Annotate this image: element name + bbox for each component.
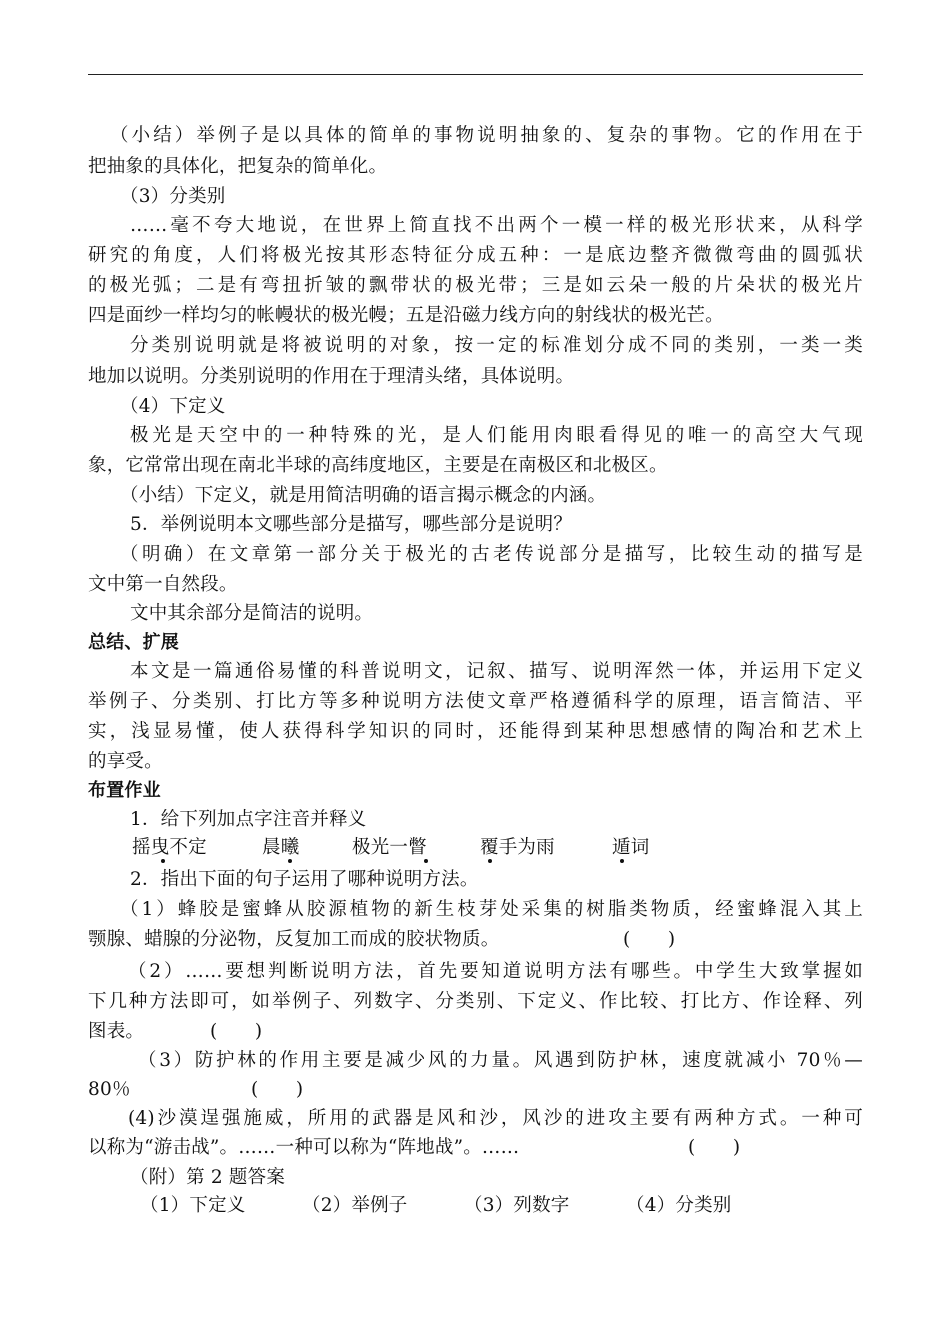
exercise-4-line2 bbox=[88, 1134, 863, 1162]
exercise-2-line2: 下几种方法即可，如举例子、列数字、分类别、下定义、作比较、打比方、作诠释、列 bbox=[88, 991, 863, 1012]
exercise-3-text: 80％ bbox=[88, 1079, 131, 1100]
exercise-3-line2 bbox=[88, 1076, 863, 1104]
exercise-4-line1: (4)沙漠逞强施威，所用的武器是风和沙，风沙的进攻主要有两种方式。一种可 bbox=[128, 1108, 863, 1129]
exercise-1-line1: （1）蜂胶是蜜蜂从胶源植物的新生枝芽处采集的树脂类物质，经蜜蜂混入其上 bbox=[120, 899, 863, 920]
heading-summary: 总结、扩展 bbox=[88, 632, 179, 653]
emphasis-dot bbox=[161, 859, 165, 863]
subheading-classification: （3）分类别 bbox=[120, 186, 226, 207]
aurora-quote-line4: 四是面纱一样均匀的帐幔状的极光幔；五是沿磁力线方向的射线状的极光芒。 bbox=[88, 305, 724, 326]
answer-2: （2）举例子 bbox=[302, 1195, 408, 1216]
emphasis-dot bbox=[620, 859, 624, 863]
emphasis-dot bbox=[488, 859, 492, 863]
header-rule bbox=[88, 74, 863, 75]
answer-5-line3: 文中其余部分是简洁的说明。 bbox=[130, 603, 374, 624]
definition-line2: 象，它常常出现在南北半球的高纬度地区，主要是在南极区和北极区。 bbox=[88, 455, 668, 476]
exercise-3-line1: （3）防护林的作用主要是减少风的力量。风遇到防护林，速度就减小 70％— bbox=[138, 1050, 863, 1071]
exercise-2-line1: （2）……要想判断说明方法，首先要知道说明方法有哪些。中学生大致掌握如 bbox=[128, 961, 863, 982]
homework-2: 2．指出下面的句子运用了哪种说明方法。 bbox=[130, 869, 479, 890]
aurora-quote-line2: 研究的角度，人们将极光按其形态特征分成五种：一是底边整齐微微弯曲的圆弧状 bbox=[88, 245, 863, 266]
subheading-definition: （4）下定义 bbox=[120, 396, 226, 417]
answer-5-line2: 文中第一自然段。 bbox=[88, 574, 238, 595]
word-1: 摇曳不定 bbox=[132, 834, 207, 862]
summary-line3: 实，浅显易懂，使人获得科学知识的同时，还能得到某种思想感情的陶冶和艺术上 bbox=[88, 721, 863, 742]
dotted-words-row bbox=[0, 834, 950, 868]
word-3: 极光一瞥 bbox=[352, 834, 427, 862]
summary-example-line1: （小结）举例子是以具体的简单的事物说明抽象的、复杂的事物。它的作用在于 bbox=[110, 125, 863, 146]
summary-line1: 本文是一篇通俗易懂的科普说明文，记叙、描写、说明浑然一体，并运用下定义 bbox=[130, 661, 863, 682]
aurora-quote-line3: 的极光弧；二是有弯扭折皱的飘带状的极光带；三是如云朵一般的片朵状的极光片 bbox=[88, 275, 863, 296]
exercise-2-text: 图表。 bbox=[88, 1021, 145, 1042]
answer-3: （3）列数字 bbox=[464, 1195, 570, 1216]
summary-example-line2: 把抽象的具体化，把复杂的简单化。 bbox=[88, 156, 388, 177]
answer-blank: ( ) bbox=[688, 1137, 741, 1158]
exercise-2-line3 bbox=[88, 1018, 863, 1046]
answer-blank: ( ) bbox=[251, 1079, 304, 1100]
definition-summary: （小结）下定义，就是用简洁明确的语言揭示概念的内涵。 bbox=[120, 485, 607, 506]
classification-explain-line1: 分类别说明就是将被说明的对象，按一定的标准划分成不同的类别，一类一类 bbox=[130, 335, 863, 356]
homework-1: 1．给下列加点字注音并释义 bbox=[130, 809, 367, 830]
answers-title: （附）第 2 题答案 bbox=[130, 1167, 286, 1188]
definition-line1: 极光是天空中的一种特殊的光，是人们能用肉眼看得见的唯一的高空大气现 bbox=[130, 425, 863, 446]
aurora-quote-line1: ……毫不夸大地说，在世界上简直找不出两个一模一样的极光形状来，从科学 bbox=[130, 215, 863, 236]
exercise-1-line2 bbox=[88, 926, 863, 954]
emphasis-dot bbox=[424, 859, 428, 863]
summary-line2: 举例子、分类别、打比方等多种说明方法使文章严格遵循科学的原理，语言简洁、平 bbox=[88, 691, 863, 712]
answer-blank: ( ) bbox=[623, 929, 676, 950]
word-5: 遁词 bbox=[612, 834, 649, 862]
exercise-4-text: 以称为“游击战”。……一种可以称为“阵地战”。…… bbox=[88, 1137, 520, 1158]
heading-homework: 布置作业 bbox=[88, 780, 161, 801]
answer-4: （4）分类别 bbox=[626, 1195, 732, 1216]
question-5: 5．举例说明本文哪些部分是描写，哪些部分是说明？ bbox=[130, 514, 573, 535]
answer-1: （1）下定义 bbox=[140, 1195, 246, 1216]
answer-5-line1: （明确）在文章第一部分关于极光的古老传说部分是描写，比较生动的描写是 bbox=[120, 544, 863, 565]
answer-blank: ( ) bbox=[210, 1021, 263, 1042]
classification-explain-line2: 地加以说明。分类别说明的作用在于理清头绪，具体说明。 bbox=[88, 366, 575, 387]
emphasis-dot bbox=[288, 859, 292, 863]
word-4: 覆手为雨 bbox=[480, 834, 555, 862]
summary-line4: 的享受。 bbox=[88, 751, 163, 772]
word-2: 晨曦 bbox=[262, 834, 299, 862]
exercise-1-text: 颚腺、蜡腺的分泌物，反复加工而成的胶状物质。 bbox=[88, 929, 500, 950]
